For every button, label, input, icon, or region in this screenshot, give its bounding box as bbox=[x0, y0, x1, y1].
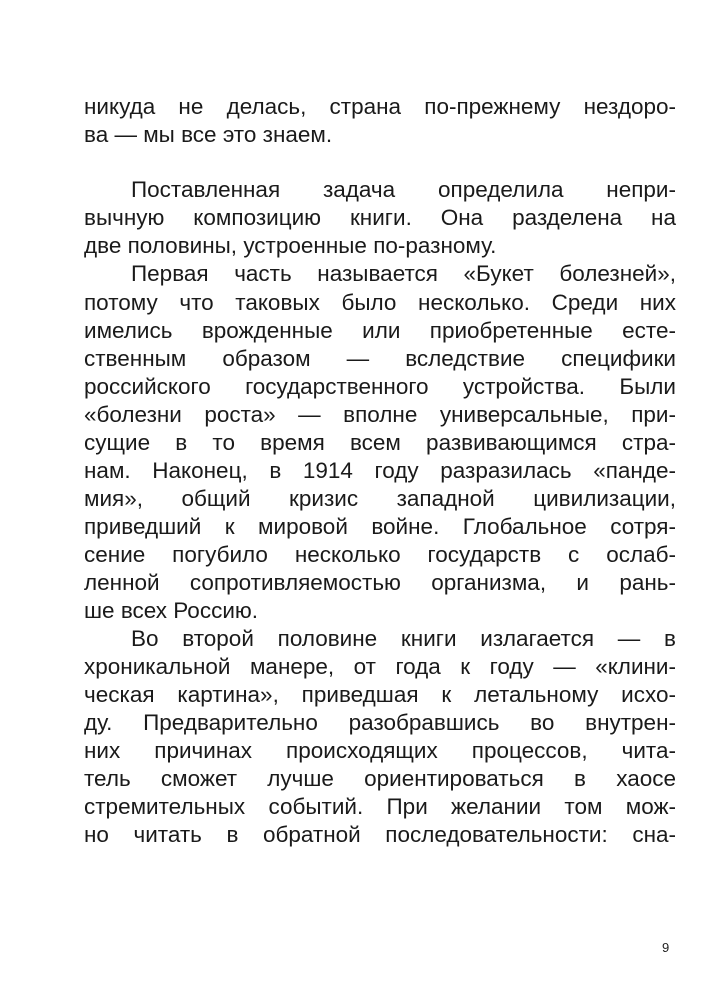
text-line: ва — мы все это знаем. bbox=[84, 122, 333, 147]
text-line: ше всех Россию. bbox=[84, 598, 259, 623]
text-line: «болезни роста» — вполне универсальные, при- bbox=[84, 402, 676, 427]
text-line: мия», общий кризис западной цивилизации, bbox=[84, 486, 676, 511]
text-line: ду. Предварительно разобравшись во внутрен- bbox=[84, 710, 676, 735]
text-line: потому что таковых было несколько. Среди них bbox=[84, 290, 676, 315]
text-line: Во второй половине книги излагается — в bbox=[131, 626, 676, 651]
text-line: стремительных событий. При желании том мож- bbox=[84, 794, 676, 819]
text-line: Первая часть называется «Букет болезней», bbox=[131, 261, 676, 286]
page-number: 9 bbox=[662, 940, 670, 955]
text-line: ственным образом — вследствие специфики bbox=[84, 346, 676, 371]
text-line: Поставленная задача определила непри- bbox=[131, 177, 676, 202]
text-line: нам. Наконец, в 1914 году разразилась «панде- bbox=[84, 458, 676, 483]
text-line: приведший к мировой войне. Глобальное сотря- bbox=[84, 514, 676, 539]
text-line: сущие в то время всем развивающимся стра- bbox=[84, 430, 676, 455]
text-line: ческая картина», приведшая к летальному исхо- bbox=[84, 682, 676, 707]
text-line: две половины, устроенные по-разному. bbox=[84, 233, 497, 258]
text-line: российского государственного устройства. Были bbox=[84, 374, 676, 399]
text-line: хроникальной манере, от года к году — «клини- bbox=[84, 654, 676, 679]
text-line: сение погубило несколько государств с ослаб- bbox=[84, 542, 676, 567]
text-line: тель сможет лучше ориентироваться в хаосе bbox=[84, 766, 676, 791]
text-line: них причинах происходящих процессов, чита- bbox=[84, 738, 676, 763]
text-line: но читать в обратной последовательности: сна- bbox=[84, 822, 676, 847]
text-line: никуда не делась, страна по-прежнему нездоро- bbox=[84, 94, 676, 119]
text-line: имелись врожденные или приобретенные есте- bbox=[84, 318, 676, 343]
text-line: вычную композицию книги. Она разделена на bbox=[84, 205, 676, 230]
text-line: ленной сопротивляемостью организма, и рань- bbox=[84, 570, 676, 595]
